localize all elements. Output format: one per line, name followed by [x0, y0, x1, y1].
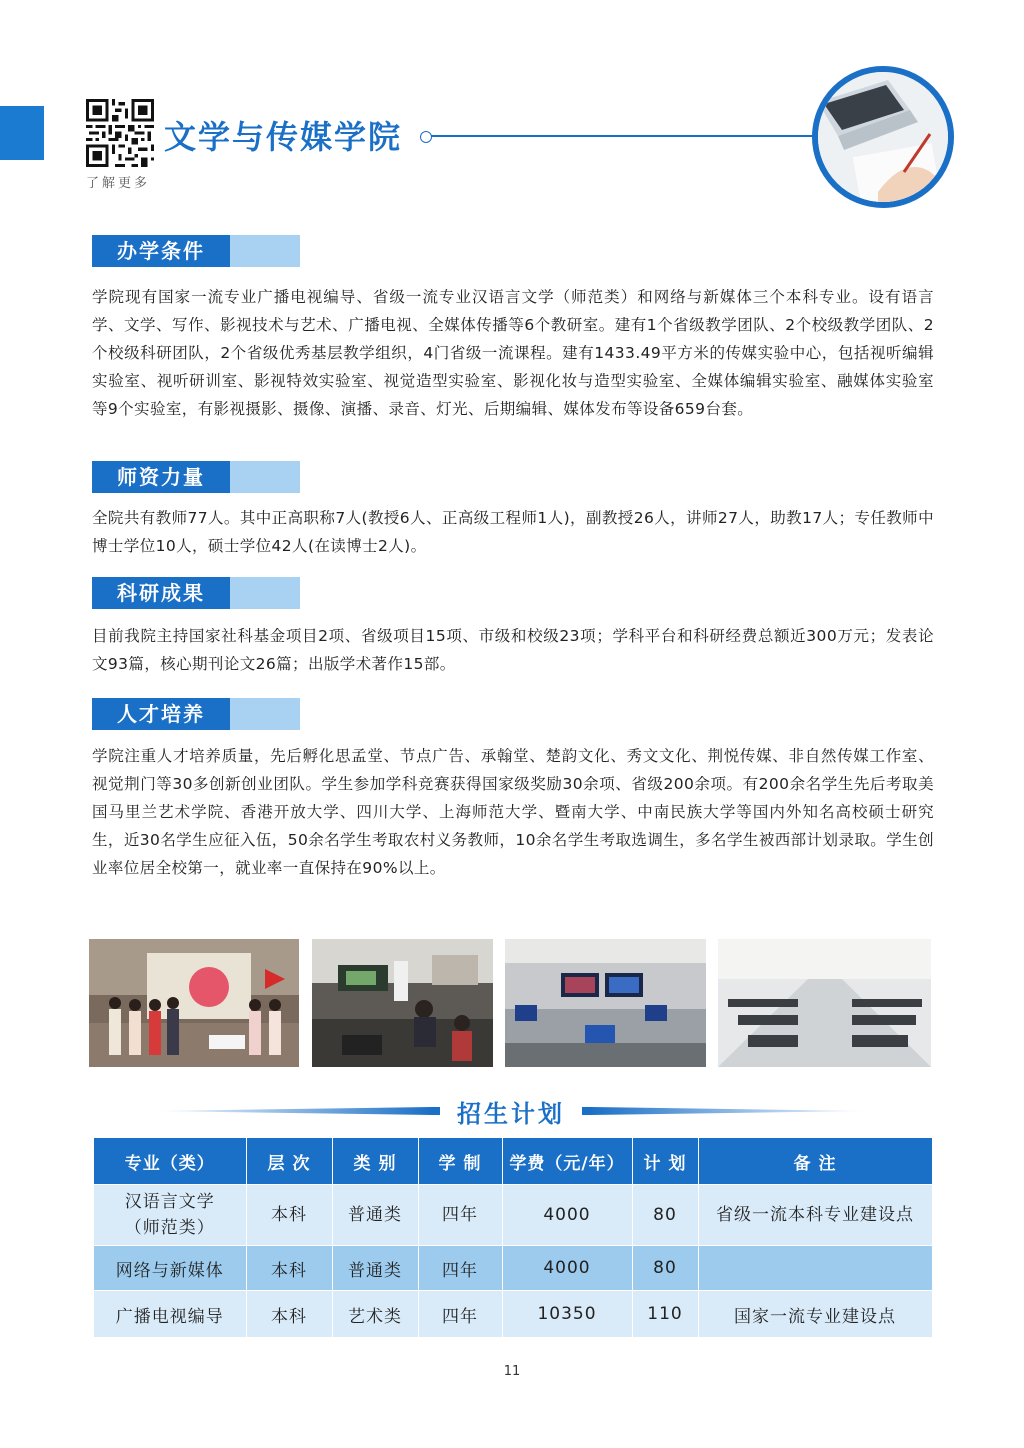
cell-category: 艺术类 [332, 1291, 418, 1338]
cell-duration: 四年 [418, 1246, 502, 1291]
cell-notes: 省级一流本科专业建设点 [698, 1185, 932, 1246]
header-duration: 学 制 [418, 1138, 502, 1185]
section-title: 科研成果 [92, 577, 230, 609]
cell-level: 本科 [246, 1246, 332, 1291]
cell-category: 普通类 [332, 1246, 418, 1291]
cell-tuition: 4000 [502, 1185, 632, 1246]
header-plan: 计 划 [632, 1138, 698, 1185]
photo-editing-lab [312, 939, 493, 1067]
qr-caption: 了解更多 [86, 176, 151, 191]
enrollment-table [94, 1138, 933, 1337]
header-tuition: 学费（元/年） [502, 1138, 632, 1185]
cell-level: 本科 [246, 1291, 332, 1338]
qr-code-icon[interactable] [86, 99, 154, 167]
section-header-talent [92, 698, 300, 730]
section-header-faculty [92, 461, 300, 493]
cell-category: 普通类 [332, 1185, 418, 1246]
cell-plan: 80 [632, 1246, 698, 1291]
enrollment-title: 招生计划 [457, 1100, 565, 1128]
cell-major: 汉语言文学 （师范类） [94, 1185, 246, 1246]
cell-duration: 四年 [418, 1185, 502, 1246]
section-body-talent: 学院注重人才培养质量，先后孵化思孟堂、节点广告、承翰堂、楚韵文化、秀文文化、荆悦传媒、非自然传媒工作室、视觉荆门等30多创新创业团队。学生参加学科竞赛获得国家级奖励30余项、省级200余项。有200余名学生先后考取美国马里兰艺术学院、香港开放大学、四川大学、上海师范大学、暨南大学、中南民族大学等国内外知名高校硕士研究生，近30名学生应征入伍，50余名学生考取农村义务教师，10余名学生考取选调生，多名学生被西部计划录取。学生创业率位居全校第一，就业率一直保持在90%以上。 [92, 747, 934, 877]
section-title: 师资力量 [92, 461, 230, 493]
section-body-research: 目前我院主持国家社科基金项目2项、省级项目15项、市级和校级23项；学科平台和科研经费总额近300万元；发表论文93篇，核心期刊论文26篇；出版学术著作15部。 [92, 627, 934, 673]
title-divider [426, 135, 826, 137]
table-header-row [94, 1138, 932, 1185]
header-notes: 备 注 [698, 1138, 932, 1185]
table-row [94, 1246, 932, 1291]
section-title: 人才培养 [92, 698, 230, 730]
header-category: 类 别 [332, 1138, 418, 1185]
table-row [94, 1291, 932, 1338]
page-number: 11 [503, 1364, 521, 1379]
photo-student-event [89, 939, 299, 1067]
hero-image-writing [812, 66, 954, 208]
table-row [94, 1185, 932, 1246]
cell-tuition: 4000 [502, 1246, 632, 1291]
page-title: 文学与传媒学院 [164, 118, 403, 156]
photo-computer-lab-screens [505, 939, 706, 1067]
section-body-conditions: 学院现有国家一流专业广播电视编导、省级一流专业汉语言文学（师范类）和网络与新媒体三个本科专业。设有语言学、文学、写作、影视技术与艺术、广播电视、全媒体传播等6个教研室。建有1个省级教学团队、2个校级教学团队、2个校级科研团队，2个省级优秀基层教学组织，4门省级一流课程。建有1433.49平方米的传媒实验中心，包括视听编辑实验室、视听研训室、影视特效实验室、视觉造型实验室、影视化妆与造型实验室、全媒体编辑实验室、融媒体实验室等9个实验室，有影视摄影、摄像、演播、录音、灯光、后期编辑、媒体发布等设备659台套。 [92, 288, 934, 418]
section-header-research [92, 577, 300, 609]
side-accent-bar [0, 106, 44, 160]
cell-tuition: 10350 [502, 1291, 632, 1338]
header-level: 层 次 [246, 1138, 332, 1185]
section-body-faculty: 全院共有教师77人。其中正高职称7人(教授6人、正高级工程师1人)，副教授26人，讲师27人，助教17人；专任教师中博士学位10人，硕士学位42人(在读博士2人)。 [92, 509, 934, 555]
photo-computer-lab-rows [718, 939, 931, 1067]
cell-level: 本科 [246, 1185, 332, 1246]
cell-notes [698, 1246, 932, 1291]
section-header-conditions [92, 235, 300, 267]
enrollment-heading [0, 1094, 1024, 1128]
cell-plan: 80 [632, 1185, 698, 1246]
cell-major: 网络与新媒体 [94, 1246, 246, 1291]
cell-major: 广播电视编导 [94, 1291, 246, 1338]
header-major: 专业（类） [94, 1138, 246, 1185]
cell-duration: 四年 [418, 1291, 502, 1338]
section-title: 办学条件 [92, 235, 230, 267]
cell-notes: 国家一流专业建设点 [698, 1291, 932, 1338]
cell-plan: 110 [632, 1291, 698, 1338]
